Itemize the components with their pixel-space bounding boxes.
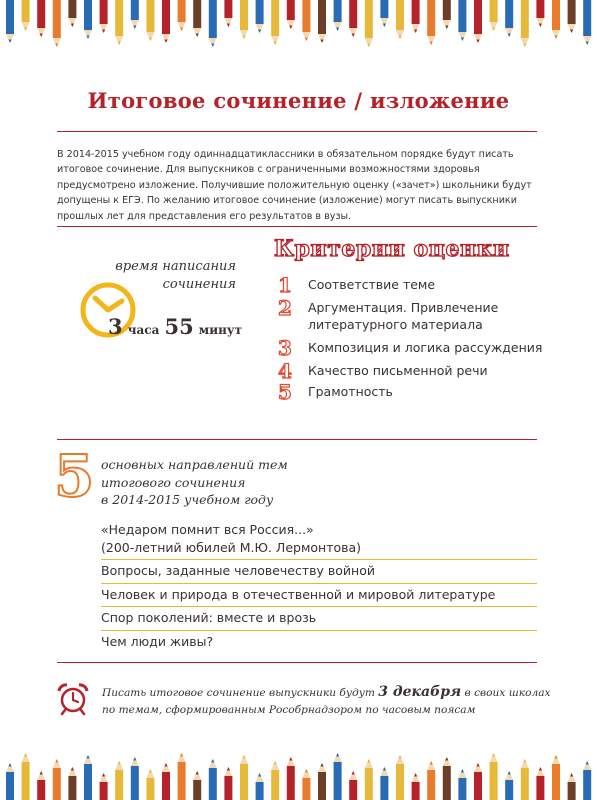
pencil <box>490 753 498 800</box>
deadline-date: 3 декабря <box>378 684 462 700</box>
pencil <box>568 773 576 800</box>
divider <box>57 439 537 440</box>
topic-line: Спор поколений: вместе и врозь <box>101 610 317 625</box>
pencil <box>474 763 482 800</box>
pencil <box>146 769 154 800</box>
deadline-note <box>102 684 552 719</box>
pencil <box>193 0 201 37</box>
pencil <box>287 757 295 800</box>
page-title: Итоговое сочинение / изложение <box>87 88 510 113</box>
criteria-number: 5 <box>278 380 292 404</box>
criteria-text: Грамотность <box>308 384 393 399</box>
pencil <box>146 0 154 41</box>
pencil <box>53 759 61 800</box>
pencil <box>349 771 357 800</box>
pencil <box>209 0 217 47</box>
divider <box>57 131 537 132</box>
topic-line: «Недаром помнит вся Россия...» <box>101 522 314 537</box>
criteria-number: 4 <box>278 359 292 383</box>
pencil-border-bottom <box>0 748 597 800</box>
pencil <box>84 755 92 800</box>
pencil <box>458 769 466 800</box>
pencil <box>412 773 420 800</box>
criteria-text: Аргументация. Привлечение литературного материала <box>308 300 499 332</box>
criteria-item <box>278 336 548 360</box>
pencil <box>256 773 264 800</box>
pencil <box>53 0 61 47</box>
pencil <box>224 0 232 27</box>
directions-heading <box>101 456 361 509</box>
pencil <box>396 755 404 800</box>
pencil <box>443 0 451 29</box>
pencil <box>131 0 139 29</box>
pencil <box>37 771 45 800</box>
intro-paragraph: В 2014-2015 учебном году одиннадцатиклассники в обязательном порядке будут писать итоговое сочинение. Для выпускников с ограниченными возможностями здоровья предусмотрено изложение. Получившие положительную оценку («зачет») школьники будут допущены к ЕГЭ. По желанию итоговое сочинение (изложение) могут писать выпускники прошлых лет для представления его результатов в вузы. <box>57 149 532 222</box>
pencil <box>583 761 591 800</box>
pencil <box>334 0 342 31</box>
pencil <box>68 0 76 27</box>
pencil <box>37 0 45 37</box>
time-minutes-unit: минут <box>198 323 243 337</box>
pencil <box>349 0 357 37</box>
criteria-title: Критерии оценки <box>274 236 510 262</box>
criteria-text: Соответствие теме <box>308 277 436 292</box>
pencil <box>412 0 420 33</box>
time-hours-unit: часа <box>127 323 160 337</box>
criteria-number: 1 <box>278 273 292 297</box>
topic-item <box>101 584 537 608</box>
pencil <box>505 771 513 800</box>
divider <box>57 226 537 227</box>
divider <box>57 662 537 663</box>
writing-time-label-line2: сочинения <box>162 277 236 292</box>
pencil <box>209 759 217 800</box>
topic-line: Вопросы, заданные человечеству войной <box>101 563 375 578</box>
pencil <box>271 761 279 800</box>
pencil <box>6 763 14 800</box>
pencil <box>396 0 404 39</box>
deadline-note-before: Писать итоговое сочинение выпускники будут <box>102 687 375 699</box>
criteria-item <box>278 273 548 297</box>
pencil <box>490 0 498 31</box>
pencil <box>536 0 544 27</box>
alarm-clock-icon <box>56 682 90 716</box>
pencil <box>22 753 30 800</box>
pencil <box>521 0 529 47</box>
pencil <box>193 771 201 800</box>
pencil <box>380 767 388 800</box>
pencil <box>224 767 232 800</box>
pencil <box>256 0 264 33</box>
pencil <box>287 0 295 29</box>
pencil <box>458 0 466 41</box>
criteria-item <box>278 359 548 383</box>
criteria-number: 3 <box>278 336 292 360</box>
directions-count: 5 <box>54 442 95 510</box>
pencil <box>334 753 342 800</box>
pencil <box>427 0 435 45</box>
pencil <box>84 0 92 39</box>
time-minutes: 55 <box>164 314 194 339</box>
pencil <box>583 0 591 45</box>
criteria-list <box>278 273 548 404</box>
pencil <box>162 763 170 800</box>
criteria-item <box>278 296 548 333</box>
pencil <box>178 753 186 800</box>
pencil <box>68 767 76 800</box>
pencil <box>552 0 560 39</box>
topic-item <box>101 560 537 584</box>
writing-time-value <box>108 314 242 339</box>
deadline-note-after: в своих школах по темам, сформированным Рособрнадзором по часовым поясам <box>102 687 551 716</box>
directions-heading-line1: основных направлений тем <box>101 457 288 472</box>
pencil <box>474 0 482 43</box>
topic-line: Чем люди живы? <box>101 633 214 649</box>
pencil <box>100 0 108 33</box>
criteria-text: Качество письменной речи <box>308 363 488 378</box>
pencil <box>536 767 544 800</box>
pencil <box>115 0 123 45</box>
pencil <box>240 0 248 39</box>
topic-line: (200-летний юбилей М.Ю. Лермонтова) <box>101 539 362 555</box>
criteria-number: 2 <box>278 296 292 320</box>
pencil <box>178 0 186 31</box>
pencil <box>365 759 373 800</box>
topics-list <box>101 519 537 653</box>
topic-line: Человек и природа в отечественной и мировой литературе <box>101 586 496 602</box>
pencil <box>100 773 108 800</box>
pencil <box>380 0 388 27</box>
pencil <box>6 0 14 43</box>
pencil <box>318 763 326 800</box>
pencil <box>22 0 30 31</box>
pencil <box>443 757 451 800</box>
pencil <box>318 0 326 43</box>
topic-item <box>101 631 537 654</box>
pencil <box>427 761 435 800</box>
pencil <box>115 761 123 800</box>
criteria-text: Композиция и логика рассуждения <box>308 340 543 355</box>
pencil <box>568 0 576 33</box>
writing-time-label-line1: время написания <box>115 259 236 274</box>
topic-item <box>101 607 537 631</box>
pencil <box>240 755 248 800</box>
topic-item <box>101 519 537 560</box>
directions-heading-line2: итогового сочинения <box>101 474 246 490</box>
pencil <box>302 769 310 800</box>
pencil <box>521 759 529 800</box>
pencil <box>162 0 170 43</box>
pencil <box>505 0 513 37</box>
criteria-item <box>278 380 548 404</box>
time-hours: 3 <box>108 314 123 339</box>
pencil <box>302 0 310 41</box>
pencil <box>552 755 560 800</box>
pencil <box>365 0 373 47</box>
directions-heading-line3: в 2014-2015 учебном году <box>101 492 274 507</box>
pencil <box>131 757 139 800</box>
pencil-border-top <box>0 0 597 52</box>
pencil <box>271 0 279 45</box>
